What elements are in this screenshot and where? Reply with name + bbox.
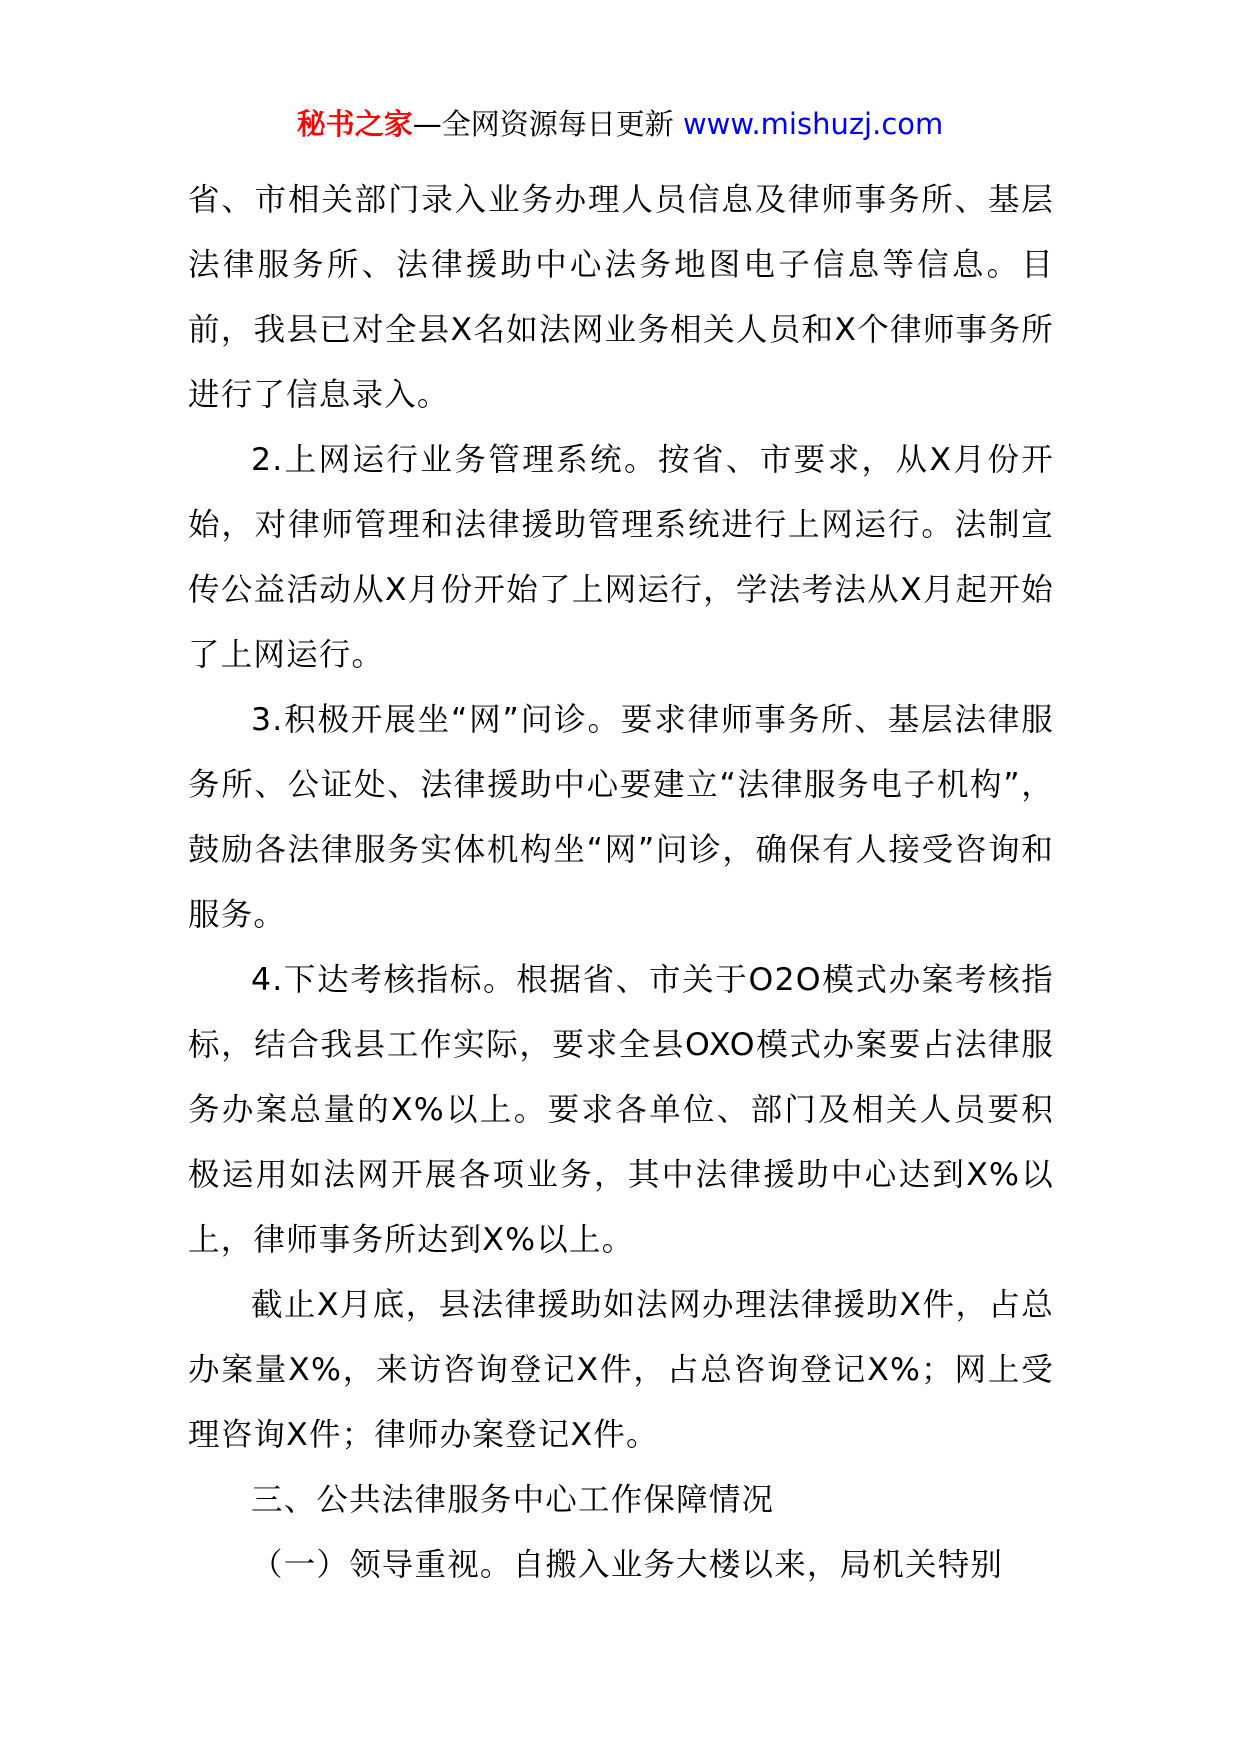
body-paragraph: 3.积极开展坐“网”问诊。要求律师事务所、基层法律服务所、公证处、法律援助中心要建立“法律服务电子机构”，鼓励各法律服务实体机构坐“网”问诊，确保有人接受咨询和服务。 xyxy=(188,702,1054,933)
body-paragraph: （一）领导重视。自搬入业务大楼以来，局机关特别 xyxy=(251,1547,1004,1583)
body-paragraph: 4.下达考核指标。根据省、市关于O2O模式办案考核指标，结合我县工作实际，要求全县OXO模式办案要占法律服务办案总量的X%以上。要求各单位、部门及相关人员要积极运用如法网开展各项业务，其中法律援助中心达到X%以上，律师事务所达到X%以上。 xyxy=(188,962,1054,1258)
body-paragraph: 2.上网运行业务管理系统。按省、市要求，从X月份开始，对律师管理和法律援助管理系统进行上网运行。法制宣传公益活动从X月份开始了上网运行，学法考法从X月起开始了上网运行。 xyxy=(188,442,1054,673)
header-brand: 秘书之家 xyxy=(296,107,413,141)
document-body xyxy=(188,168,1054,1598)
header-url[interactable]: www.mishuzj.com xyxy=(682,107,944,141)
body-paragraph: 截止X月底，县法律援助如法网办理法律援助X件，占总办案量X%，来访咨询登记X件，占总咨询登记X%；网上受理咨询X件；律师办案登记X件。 xyxy=(188,1287,1054,1453)
section-heading: 三、公共法律服务中心工作保障情况 xyxy=(251,1482,775,1518)
header-tagline: —全网资源每日更新 xyxy=(412,107,683,141)
page-header xyxy=(0,104,1240,144)
body-paragraph: 省、市相关部门录入业务办理人员信息及律师事务所、基层法律服务所、法律援助中心法务地图电子信息等信息。目前，我县已对全县X名如法网业务相关人员和X个律师事务所进行了信息录入。 xyxy=(188,182,1054,413)
